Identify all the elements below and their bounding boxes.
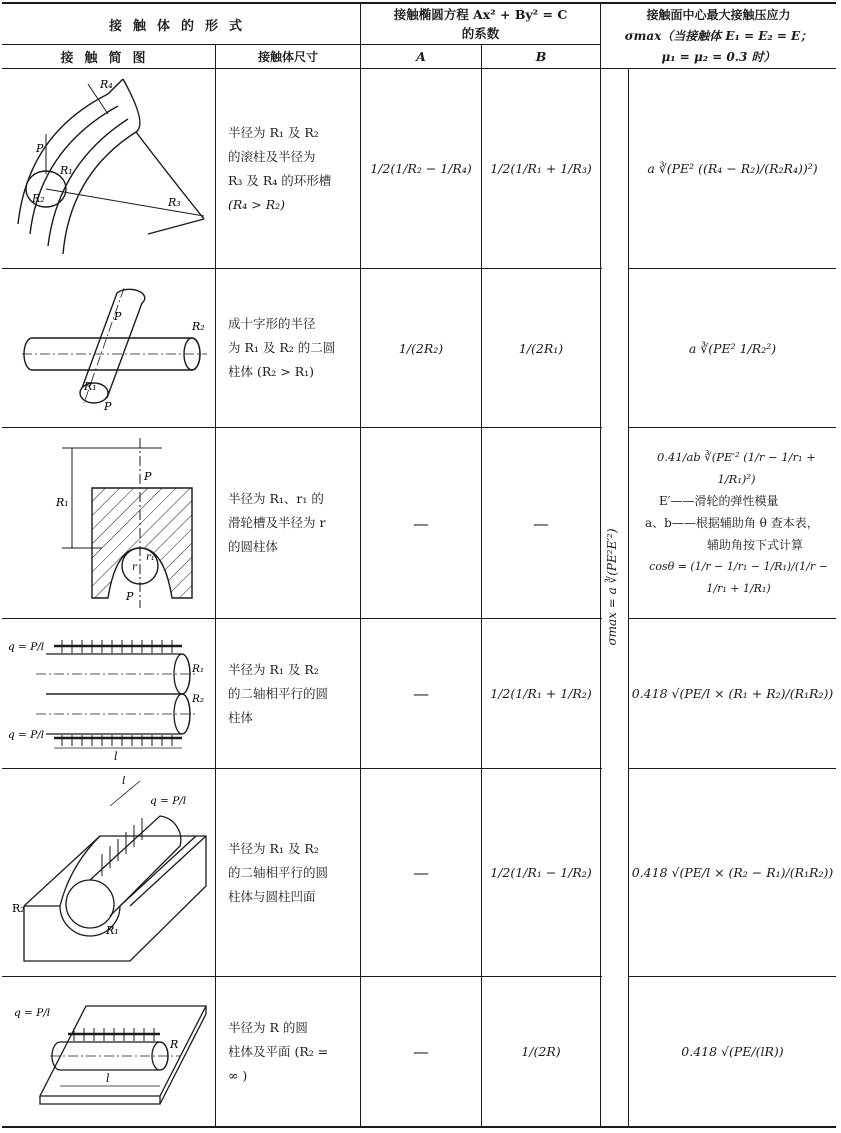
row3-desc-line2: 滑轮槽及半径为 r [228, 515, 326, 530]
sketch4-label-q-top: q = P/l [8, 641, 45, 653]
row3-note-line4: cosθ = (1/r − 1/r₁ − 1/R₁)/(1/r − 1/r₁ + 1/R₁) [649, 560, 828, 595]
header-max-stress [601, 4, 836, 68]
row4-desc-line1: 半径为 R₁ 及 R₂ [228, 661, 319, 677]
sketch2-label-r1: R₁ [84, 380, 97, 393]
sketch1-label-r3: R₃ [168, 196, 181, 209]
contact-stress-table [2, 2, 836, 1128]
row1-description [216, 69, 360, 268]
sketch5-label-q: q = P/l [150, 795, 187, 807]
header-stress-line2: σmax（当接触体 E₁ = E₂ = E； [624, 28, 813, 43]
sketch1-label-p: P [36, 142, 44, 155]
row3-note-line1: E′——滑轮的弹性模量 [659, 494, 779, 508]
sketch1-label-r2: R₂ [32, 192, 45, 205]
row3-coef-a: — [413, 513, 429, 533]
row6-desc-line1: 半径为 R 的圆 [228, 1019, 308, 1035]
row2-desc-line2: 为 R₁ 及 R₂ 的二圆 [228, 340, 336, 355]
row3-coef-b: — [533, 513, 549, 533]
row4-max-stress: 0.418 √(PE/l × (R₁ + R₂)/(R₁R₂)) [631, 686, 834, 701]
sketch3-label-p-bottom: P [126, 590, 134, 603]
row1-max-stress: a ∛(PE² ((R₄ − R₂)/(R₂R₄))²) [647, 161, 818, 176]
sketch3-label-r: r [132, 562, 137, 573]
sketch-crossed-cylinders [22, 278, 212, 418]
row5-coef-a: — [413, 863, 429, 882]
row3-desc-line3: 的圆柱体 [228, 539, 279, 554]
header-stress-line1: 接触面中心最大接触压应力 [646, 7, 791, 22]
row3-description [216, 428, 360, 618]
sketch2-label-r2: R₂ [192, 320, 205, 333]
row2-max-stress: a ∛(PE² 1/R₂²) [688, 340, 777, 356]
row1-coef-b: 1/2(1/R₁ + 1/R₃) [490, 161, 592, 176]
row6-desc-line2: 柱体及平面 (R₂ = [228, 1043, 329, 1059]
row5-desc-line1: 半径为 R₁ 及 R₂ [228, 840, 319, 856]
sketch6-label-q: q = P/l [14, 1007, 51, 1019]
row4-description [216, 619, 360, 768]
row6-desc-line3: ∞ ) [228, 1067, 248, 1083]
row2-desc-line3: 柱体 (R₂ > R₁) [228, 364, 314, 379]
row3-stress-formula: 0.41/ab ∛(PE′² (1/r − 1/r₁ + 1/R₁)²) [657, 450, 816, 486]
row1-desc-line3: R₃ 及 R₄ 的环形槽 [228, 172, 332, 188]
row3-desc-line1: 半径为 R₁、r₁ 的 [228, 491, 324, 506]
header-contact-form: 接触体的形式 [108, 18, 253, 34]
row5-desc-line3: 柱体与圆柱凹面 [228, 888, 316, 904]
sketch2-label-p-bottom: P [104, 400, 112, 413]
sketch6-label-r: R [170, 1038, 179, 1051]
sketch-cylinder-on-plane [10, 986, 212, 1118]
row4-coef-a: — [413, 684, 429, 703]
sketch3-label-p-top: P [144, 470, 152, 483]
row6-description [216, 977, 360, 1126]
header-stress-line3: μ₁ = μ₂ = 0.3 时） [661, 49, 776, 64]
rule-bottom [2, 1126, 836, 1128]
sketch5-label-l: l [122, 776, 126, 787]
sketch-pulley-groove-cylinder [42, 438, 212, 610]
row6-coef-b: 1/(2R) [521, 1044, 561, 1059]
rule-col-b [600, 2, 601, 1127]
row5-max-stress: 0.418 √(PE/l × (R₂ − R₁)/(R₁R₂)) [631, 865, 834, 880]
row6-coef-a: — [413, 1042, 429, 1061]
sketch1-label-r1: R₁ [60, 164, 73, 177]
row3-note-line3: 辅助角按下式计算 [707, 538, 804, 552]
row5-description [216, 769, 360, 976]
sketch6-label-l: l [106, 1072, 110, 1085]
row5-coef-b: 1/2(1/R₁ − 1/R₂) [490, 865, 592, 880]
header-col-b: B [535, 49, 547, 64]
row2-coef-a: 1/(2R₂) [398, 340, 444, 356]
header-contact-sketch: 接触简图 [60, 51, 157, 66]
row4-desc-line2: 的二轴相平行的圆 [228, 685, 329, 701]
header-ellipse-equation [361, 4, 600, 44]
sketch5-label-r2: R₂ [12, 902, 25, 915]
sketch1-label-r4: R₄ [100, 78, 113, 91]
sketch5-label-r1: R₁ [106, 924, 119, 937]
row3-max-stress [629, 428, 836, 618]
row6-max-stress: 0.418 √(PE/(lR)) [681, 1044, 784, 1059]
sketch-cylinder-in-concave-surface [10, 776, 212, 970]
sketch2-label-p-top: P [114, 310, 122, 323]
header-body-dimensions: 接触体尺寸 [257, 50, 318, 64]
sketch4-label-r1: R₁ [192, 663, 205, 675]
sketch4-label-r2: R₂ [192, 693, 205, 705]
row4-desc-line3: 柱体 [228, 709, 254, 725]
header-col-a: A [416, 49, 426, 64]
sketch3-label-r1: R₁ [56, 496, 69, 509]
sketch-parallel-cylinders [6, 626, 212, 762]
row5-desc-line2: 的二轴相平行的圆 [228, 864, 329, 880]
row1-coef-a: 1/2(1/R₂ − 1/R₄) [370, 161, 472, 176]
sketch4-label-q-bottom: q = P/l [8, 729, 45, 741]
row1-desc-line2: 的滚柱及半径为 [228, 148, 316, 164]
row1-desc-line1: 半径为 R₁ 及 R₂ [228, 124, 319, 140]
header-ellipse-eq-line1: 接触椭圆方程 Ax² + By² = C [393, 7, 568, 22]
sketch4-label-l: l [114, 750, 118, 762]
row1-desc-line4: (R₄ > R₂) [228, 196, 286, 212]
sketch-roller-in-toroidal-groove [8, 74, 212, 264]
row2-desc-line1: 成十字形的半径 [228, 316, 316, 331]
sketch3-label-r1-small: r₁ [146, 552, 155, 563]
vertical-stress-formula: σmax = a ∛(PE²E′²) [605, 528, 619, 646]
row4-coef-b: 1/2(1/R₁ + 1/R₂) [490, 686, 592, 701]
header-ellipse-eq-line2: 的系数 [461, 26, 500, 41]
row2-coef-b: 1/(2R₁) [518, 340, 564, 356]
row3-note-line2: a、b——根据辅助角 θ 查本表， [645, 516, 819, 530]
row2-description [216, 269, 360, 427]
